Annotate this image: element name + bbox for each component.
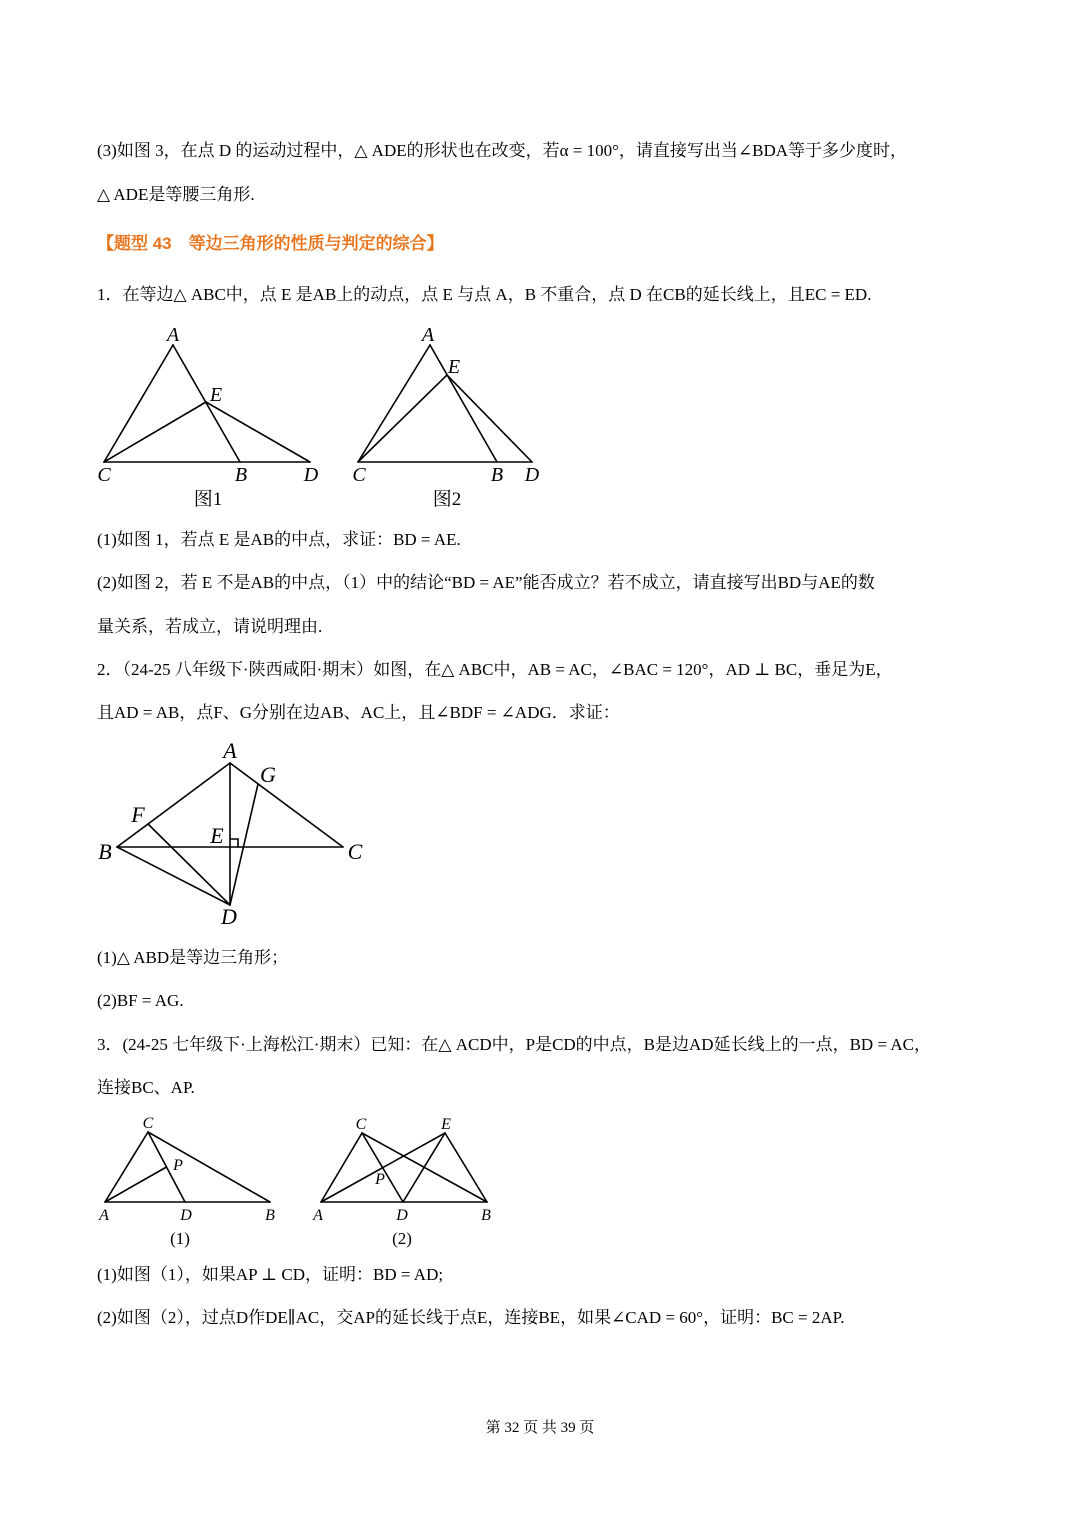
label-p: P xyxy=(173,1157,183,1174)
label-b: B xyxy=(481,1207,491,1224)
label-d: D xyxy=(180,1207,192,1224)
label-a: A xyxy=(99,1207,109,1224)
label-p: P xyxy=(375,1171,385,1188)
segment-ca xyxy=(358,345,430,462)
q1-part-2-line-1: (2)如图 2，若 E 不是AB的中点，（1）中的结论“BD = AE”能否成立？若不成立，请直接写出BD与AE的数 xyxy=(97,573,875,592)
label-c: C xyxy=(355,1116,367,1133)
label-c: C xyxy=(347,839,363,864)
segment-bd xyxy=(117,847,230,905)
page-footer: 第 32 页 共 39 页 xyxy=(485,1420,595,1436)
label-a: A xyxy=(421,324,435,346)
section-heading: 【题型 43 等边三角形的性质与判定的综合】 xyxy=(97,234,444,253)
segment-ce xyxy=(358,375,447,462)
label-c: C xyxy=(352,464,366,486)
label-d: D xyxy=(221,904,237,929)
label-g: G xyxy=(260,762,276,787)
q3-part-2: (2)如图（2），过点D作DE∥AC，交AP的延长线于点E，连接BE，如果∠CAD = 60°，证明：BC = 2AP. xyxy=(97,1308,845,1327)
label-b: B xyxy=(234,464,248,486)
q3-stem-line-1: 3．(24-25 七年级下·上海松江·期末）已知：在△ ACD中，P是CD的中点，B是边AD延长线上的一点，BD = AC， xyxy=(97,1035,931,1054)
label-a: A xyxy=(313,1207,323,1224)
label-d: D xyxy=(303,464,319,486)
q2-figure xyxy=(0,735,1080,935)
q2-stem-line-2: 且AD = AB，点F、G分别在边AB、AC上，且∠BDF = ∠ADG．求证： xyxy=(97,703,620,722)
label-a: A xyxy=(223,738,237,763)
label-a: A xyxy=(166,324,180,346)
figure-caption: 图2 xyxy=(432,489,462,510)
q3-figure-2 xyxy=(312,1116,491,1248)
figure-caption: (1) xyxy=(170,1229,190,1248)
segment-gd xyxy=(230,784,258,905)
prev-question-line-1: (3)如图 3，在点 D 的运动过程中，△ ADE的形状也在改变，若α = 100°，请直接写出当∠BDA等于多少度时， xyxy=(97,141,908,160)
label-e: E xyxy=(441,1116,451,1133)
label-e: E xyxy=(447,356,461,378)
segment-ab xyxy=(430,345,497,462)
right-angle-mark xyxy=(230,839,238,847)
q1-part-1: (1)如图 1，若点 E 是AB的中点，求证：BD = AE. xyxy=(97,530,461,549)
q2-part-2: (2)BF = AG. xyxy=(97,991,184,1010)
label-e: E xyxy=(210,823,224,848)
q1-stem: 1．在等边△ ABC中，点 E 是AB上的动点，点 E 与点 A，B 不重合，点 D 在CB的延长线上，且EC = ED. xyxy=(97,285,872,304)
label-b: B xyxy=(98,839,112,864)
segment-ab xyxy=(173,345,240,462)
q3-part-1: (1)如图（1），如果AP ⊥ CD，证明：BD = AD; xyxy=(97,1265,444,1284)
q3-figure-1 xyxy=(98,1115,275,1248)
segment-eb xyxy=(445,1133,487,1202)
segment-ac xyxy=(105,1132,148,1202)
q2-part-1: (1)△ ABD是等边三角形； xyxy=(97,948,289,967)
q3-stem-line-2: 连接BC、AP. xyxy=(97,1078,195,1097)
figure-caption: 图1 xyxy=(193,489,223,510)
label-c: C xyxy=(142,1115,154,1132)
q2-stem-line-1: 2．（24-25 八年级下·陕西咸阳·期末）如图，在△ ABC中，AB = AC，∠BAC = 120°，AD ⊥ BC，垂足为E， xyxy=(97,660,893,679)
segment-ca xyxy=(104,345,173,462)
label-b: B xyxy=(265,1207,275,1224)
q3-figures xyxy=(0,1110,1080,1250)
label-e: E xyxy=(209,384,223,406)
figure-caption: (2) xyxy=(392,1229,412,1248)
q1-figure-1 xyxy=(97,324,318,510)
segment-de xyxy=(403,1133,445,1202)
label-d: D xyxy=(396,1207,408,1224)
segment-ed xyxy=(206,402,310,462)
segment-ce xyxy=(104,402,206,462)
segment-ap xyxy=(105,1167,167,1202)
label-b: B xyxy=(490,464,504,486)
prev-question-line-2: △ ADE是等腰三角形. xyxy=(97,185,255,204)
segment-ac xyxy=(321,1133,362,1202)
label-d: D xyxy=(524,464,540,486)
q1-part-2-line-2: 量关系，若成立，请说明理由. xyxy=(97,617,323,636)
label-f: F xyxy=(131,802,145,827)
label-c: C xyxy=(97,464,111,486)
q1-figures xyxy=(0,320,1080,515)
q1-figure-2 xyxy=(352,324,539,510)
segment-ae xyxy=(321,1133,445,1202)
